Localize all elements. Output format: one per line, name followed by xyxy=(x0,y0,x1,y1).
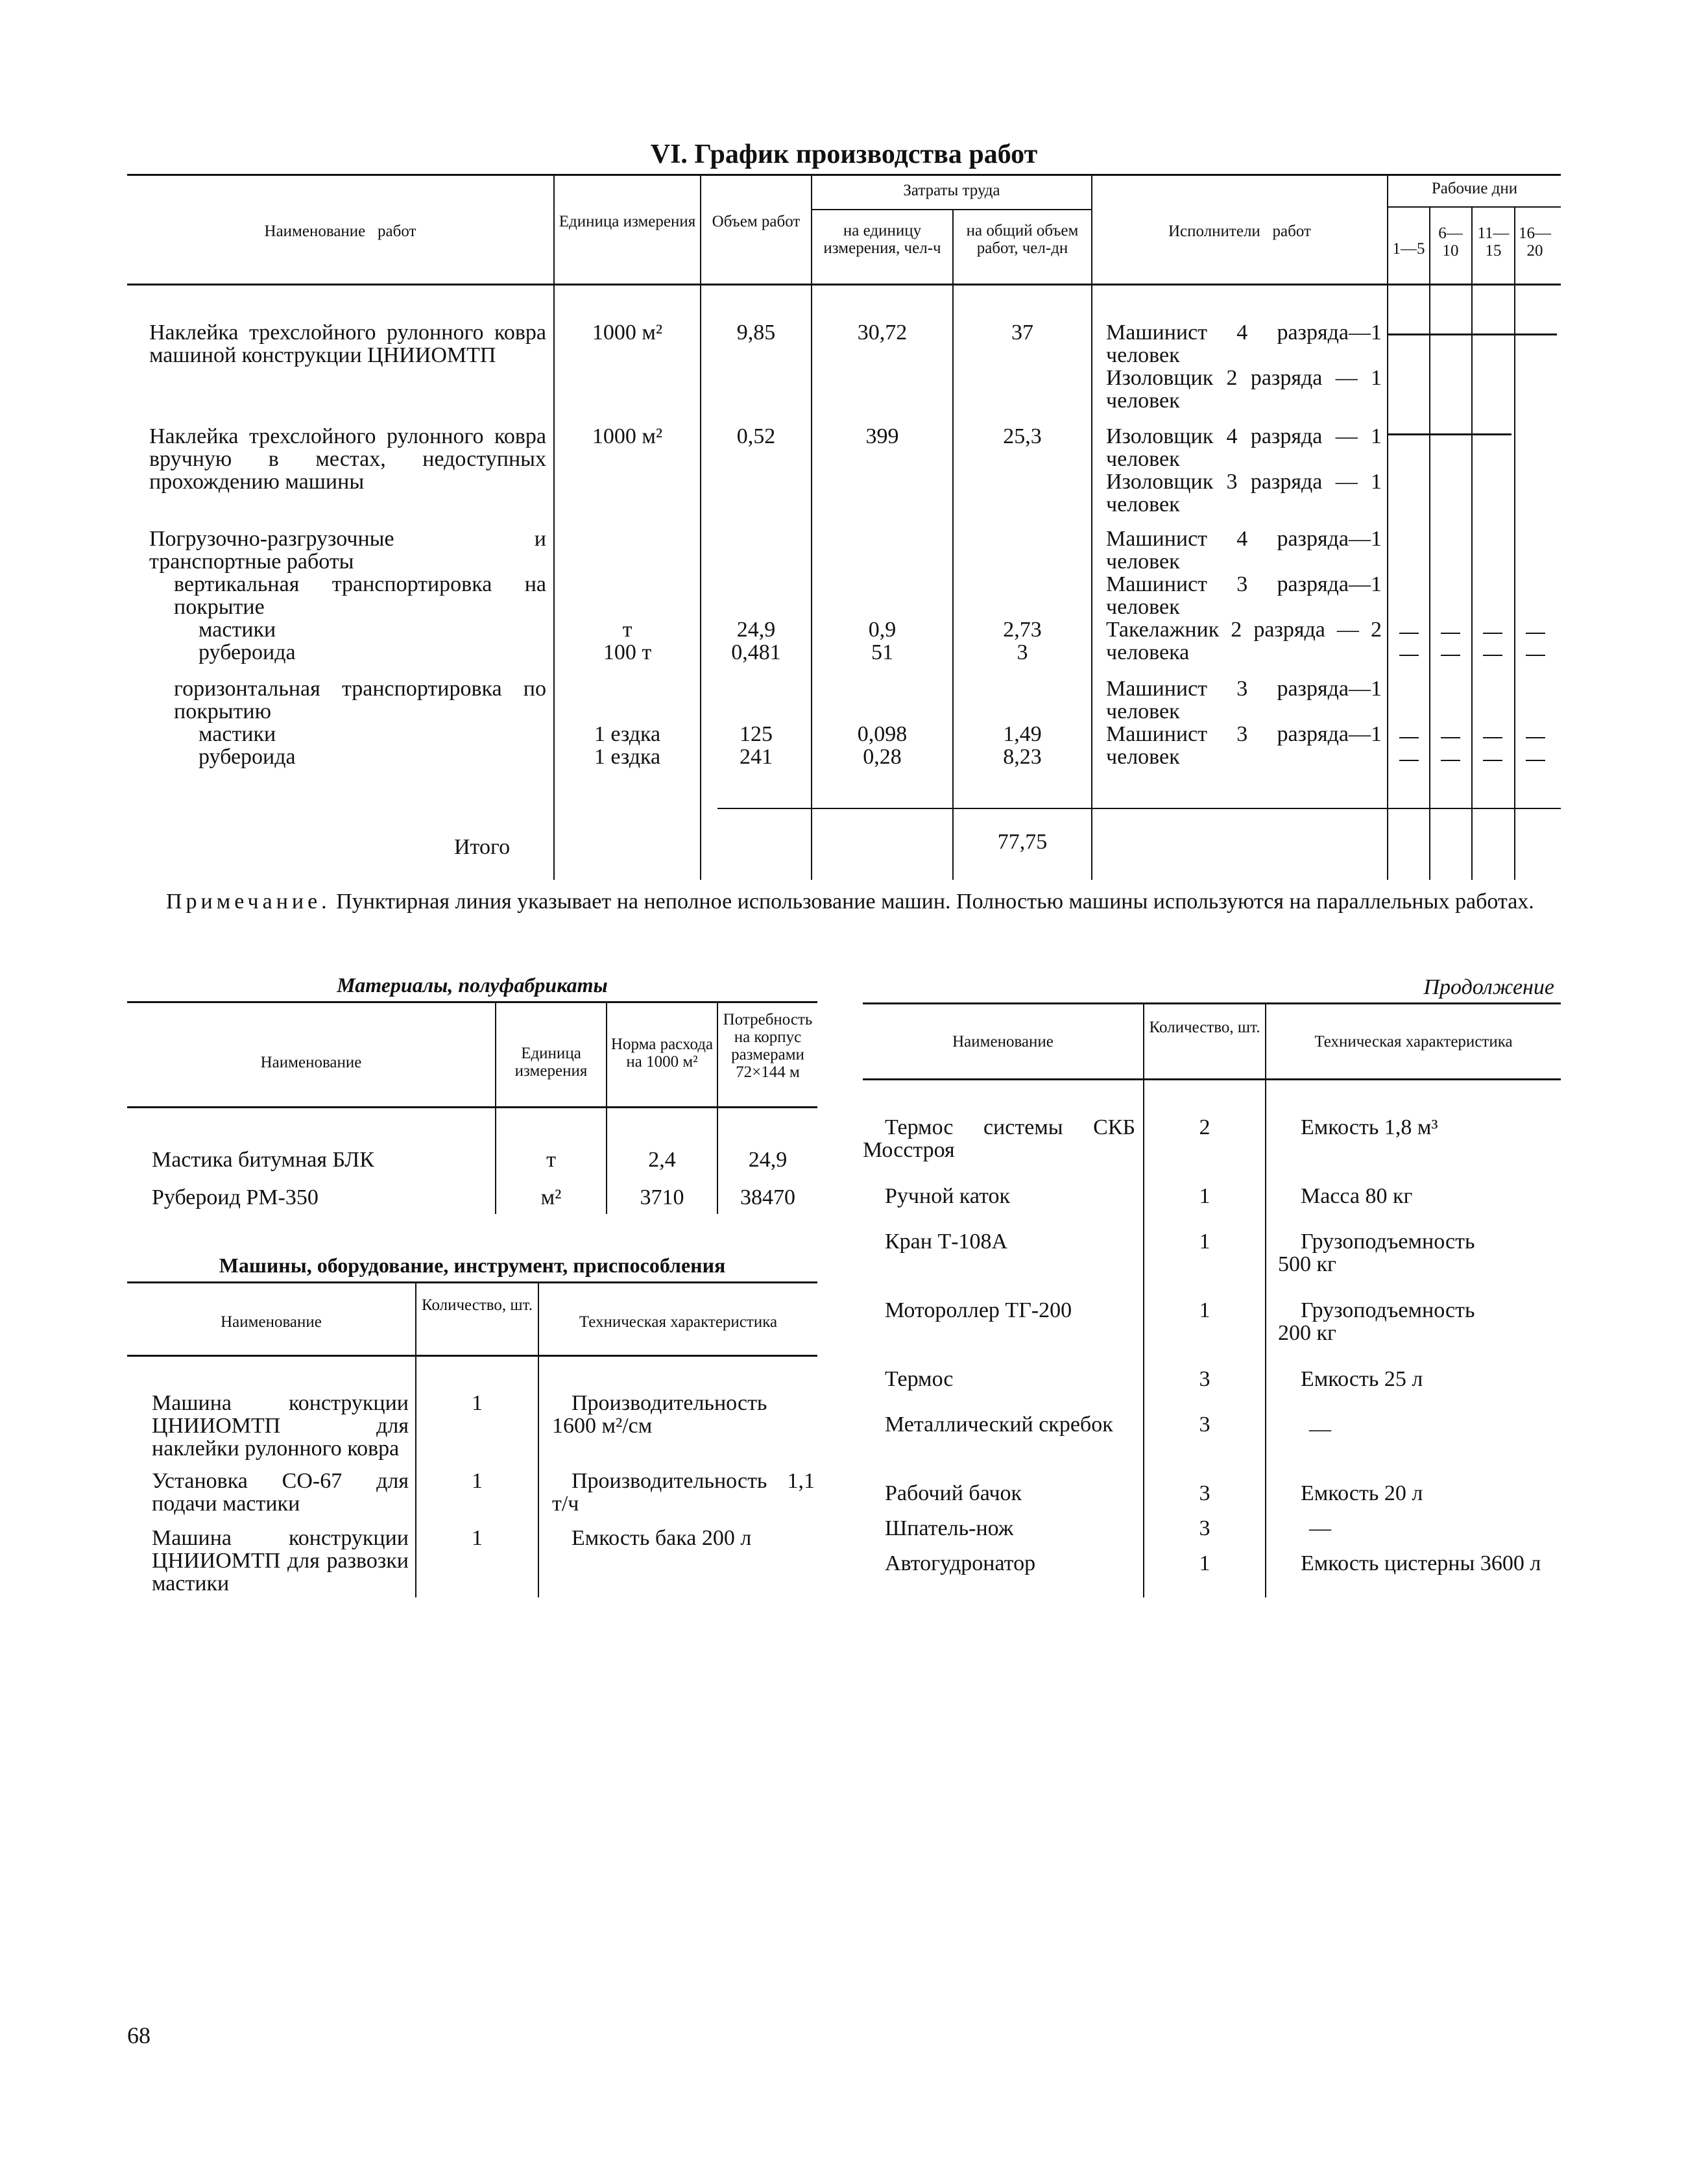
materials-col-divider xyxy=(606,1002,607,1214)
continuation-header-rule xyxy=(863,1078,1561,1080)
schedule-col-divider xyxy=(700,175,701,880)
machines-header-name: Наименование xyxy=(221,1313,322,1331)
work-unit: 1000 м² xyxy=(592,321,663,345)
performer: Машинист 3 разряда—1 человек xyxy=(1106,572,1382,619)
header-volume: Объем работ xyxy=(712,213,801,230)
header-day-16-20: 16—20 xyxy=(1519,224,1551,260)
machine-name: Установка СО-67 для подачи мастики xyxy=(152,1469,409,1516)
machine-qty: 1 xyxy=(472,1391,483,1415)
materials-col-divider xyxy=(495,1002,496,1214)
equipment-qty: 3 xyxy=(1199,1481,1210,1505)
header-work-name: Наименование работ xyxy=(264,223,416,240)
equipment-name: Термос системы СКБ Мосстроя xyxy=(863,1115,1135,1162)
equipment-spec: Масса 80 кг xyxy=(1301,1184,1413,1208)
equipment-qty: 1 xyxy=(1199,1298,1210,1322)
equipment-spec: Емкость 25 л xyxy=(1301,1367,1423,1391)
equipment-qty: 1 xyxy=(1199,1230,1210,1254)
work-subname: мастики xyxy=(199,618,276,642)
total-label: Итого xyxy=(454,835,511,859)
equipment-spec: Емкость 1,8 м³ xyxy=(1301,1115,1438,1139)
work-volume: 9,85 xyxy=(736,321,776,345)
header-unit: Единица измерения xyxy=(559,213,696,230)
labor-total: 8,23 xyxy=(1003,745,1042,769)
work-subname: вертикальная транспортировка на покрытие xyxy=(174,572,546,619)
equipment-name: Автогудронатор xyxy=(885,1551,1036,1575)
equipment-qty: 2 xyxy=(1199,1115,1210,1139)
equipment-qty: 3 xyxy=(1199,1413,1210,1437)
schedule-title: VI. График производства работ xyxy=(650,140,1038,169)
performer: Изоловщик 4 разряда — 1 человек xyxy=(1106,424,1382,471)
machine-spec: Производительность 1,1 т/ч xyxy=(552,1469,815,1516)
work-volume: 0,52 xyxy=(736,424,776,448)
work-subname: рубероида xyxy=(199,640,296,664)
page-number: 68 xyxy=(127,2022,151,2048)
materials-header-rule xyxy=(127,1106,817,1108)
continuation-header-spec: Техническая характеристика xyxy=(1314,1033,1513,1050)
schedule-col-divider xyxy=(553,175,555,880)
schedule-bar-partial xyxy=(1388,433,1511,435)
schedule-note xyxy=(166,890,1561,914)
schedule-header-rule xyxy=(127,284,1561,285)
header-day-11-15: 11—15 xyxy=(1477,224,1510,260)
work-volume: 0,481 xyxy=(731,640,781,664)
header-labor: Затраты труда xyxy=(903,182,1000,199)
machine-qty: 1 xyxy=(472,1469,483,1493)
equipment-name: Кран Т-108А xyxy=(885,1230,1008,1254)
work-name: Погрузочно-разгрузочные и транспортные работы xyxy=(149,527,546,574)
header-labor-unit: на единицу измерения, чел-ч xyxy=(823,222,941,257)
work-name: Наклейка трехслойного рулонного ковра машиной конструкции ЦНИИОМТП xyxy=(149,321,546,367)
machines-col-divider xyxy=(415,1283,416,1597)
equipment-spec: Емкость 20 л xyxy=(1301,1481,1423,1505)
equipment-qty: 1 xyxy=(1199,1551,1210,1575)
performer: Такелажник 2 разряда — 2 человека xyxy=(1106,618,1382,664)
materials-top-rule xyxy=(127,1001,817,1003)
machine-spec: Емкость бака 200 л xyxy=(572,1526,752,1550)
header-day-1-5: 1—5 xyxy=(1392,240,1425,258)
work-unit: 1 ездка xyxy=(594,745,661,769)
work-volume: 125 xyxy=(740,722,773,746)
schedule-total-rule xyxy=(847,808,1561,809)
machines-header-qty: Количество, шт. xyxy=(422,1296,533,1314)
schedule-bar-full xyxy=(1388,334,1557,335)
machine-name: Машина конструкции ЦНИИОМТП для развозки мастики xyxy=(152,1526,409,1596)
schedule-col-divider xyxy=(811,175,812,880)
work-unit: 1 ездка xyxy=(594,722,661,746)
labor-total: 2,73 xyxy=(1003,618,1042,642)
schedule-col-divider xyxy=(1514,206,1515,880)
materials-header-name: Наименование xyxy=(260,1054,362,1071)
labor-total: 3 xyxy=(1017,640,1028,664)
material-need: 24,9 xyxy=(748,1148,788,1172)
days-sub-rule xyxy=(1387,206,1561,208)
equipment-qty: 3 xyxy=(1199,1367,1210,1391)
materials-header-need: Потребность на корпус размерами 72×144 м xyxy=(723,1011,813,1081)
machine-qty: 1 xyxy=(472,1526,483,1550)
material-norm: 2,4 xyxy=(648,1148,676,1172)
schedule-col-divider xyxy=(952,209,954,880)
labor-total: 25,3 xyxy=(1003,424,1042,448)
schedule-col-divider xyxy=(1091,175,1092,880)
labor-per-unit: 399 xyxy=(865,424,899,448)
note-lead: Примечание. xyxy=(166,890,331,914)
schedule-dash xyxy=(1526,737,1545,738)
material-need: 38470 xyxy=(740,1185,795,1209)
schedule-col-divider xyxy=(1471,206,1473,880)
machines-title: Машины, оборудование, инструмент, приспособления xyxy=(219,1254,726,1277)
header-day-6-10: 6—10 xyxy=(1438,224,1463,260)
schedule-dash xyxy=(1526,655,1545,656)
equipment-name: Рабочий бачок xyxy=(885,1481,1022,1505)
schedule-dash xyxy=(1441,633,1460,634)
machine-spec: Производительность 1600 м²/см xyxy=(552,1391,767,1438)
schedule-dash xyxy=(1526,633,1545,634)
continuation-header-name: Наименование xyxy=(952,1033,1054,1050)
materials-header-unit: Единица измерения xyxy=(514,1045,588,1080)
schedule-dash xyxy=(1441,655,1460,656)
continuation-top-rule xyxy=(863,1002,1561,1004)
work-subname: рубероида xyxy=(199,745,296,769)
equipment-name: Мотороллер ТГ-200 xyxy=(885,1298,1072,1322)
machines-header-spec: Техническая характеристика xyxy=(579,1313,778,1331)
material-name: Рубероид РМ-350 xyxy=(152,1185,319,1209)
labor-total: 37 xyxy=(1011,321,1033,345)
materials-title: Материалы, полуфабрикаты xyxy=(337,973,608,997)
equipment-spec: Грузоподъемность 200 кг xyxy=(1278,1298,1475,1345)
machines-header-rule xyxy=(127,1355,817,1357)
equipment-name: Термос xyxy=(885,1367,954,1391)
equipment-spec: — xyxy=(1309,1417,1331,1441)
equipment-qty: 3 xyxy=(1199,1516,1210,1540)
schedule-dash xyxy=(1441,737,1460,738)
equipment-qty: 1 xyxy=(1199,1184,1210,1208)
machine-name: Машина конструкции ЦНИИОМТП для наклейки рулонного ковра xyxy=(152,1391,409,1461)
schedule-dash xyxy=(1526,760,1545,761)
labor-per-unit: 0,28 xyxy=(863,745,902,769)
schedule-top-rule xyxy=(127,174,1561,176)
performer: Машинист 4 разряда—1 человек xyxy=(1106,527,1382,574)
schedule-col-divider xyxy=(1429,206,1430,880)
note-text: Пунктирная линия указывает на неполное использование машин. Полностью машины используются на параллельных работах. xyxy=(336,890,1534,914)
schedule-dash xyxy=(1399,760,1419,761)
performer: Машинист 4 разряда—1 человек xyxy=(1106,321,1382,367)
continuation-header-qty: Количество, шт. xyxy=(1149,1019,1260,1036)
labor-per-unit: 0,098 xyxy=(857,722,908,746)
equipment-name: Ручной каток xyxy=(885,1184,1011,1208)
schedule-dash xyxy=(1399,737,1419,738)
performer: Машинист 3 разряда—1 человек xyxy=(1106,722,1382,769)
equipment-spec: Грузоподъемность 500 кг xyxy=(1278,1230,1475,1276)
continuation-title: Продолжение xyxy=(1423,975,1554,999)
schedule-dash xyxy=(1399,633,1419,634)
equipment-name: Шпатель-нож xyxy=(885,1516,1014,1540)
schedule-dash xyxy=(1483,655,1502,656)
schedule-col-divider xyxy=(1387,175,1388,880)
equipment-spec: Емкость цистерны 3600 л xyxy=(1301,1551,1541,1575)
total-value: 77,75 xyxy=(997,830,1048,854)
labor-sub-rule xyxy=(811,209,1091,210)
work-unit: т xyxy=(622,618,632,642)
schedule-dash xyxy=(1441,760,1460,761)
work-subname: горизонтальная транспортировка по покрытию xyxy=(174,677,546,723)
work-unit: 1000 м² xyxy=(592,424,663,448)
schedule-dash xyxy=(1483,760,1502,761)
equipment-spec: — xyxy=(1309,1516,1331,1540)
labor-per-unit: 0,9 xyxy=(868,618,897,642)
material-name: Мастика битумная БЛК xyxy=(152,1148,374,1172)
header-working-days: Рабочие дни xyxy=(1431,180,1518,197)
machines-top-rule xyxy=(127,1281,817,1283)
schedule-total-rule-left xyxy=(717,808,847,809)
material-unit: т xyxy=(546,1148,556,1172)
performer: Машинист 3 разряда—1 человек xyxy=(1106,677,1382,723)
schedule-dash xyxy=(1483,737,1502,738)
material-unit: м² xyxy=(540,1185,562,1209)
work-volume: 24,9 xyxy=(736,618,776,642)
header-performers: Исполнители работ xyxy=(1168,223,1311,240)
schedule-dash xyxy=(1399,655,1419,656)
labor-per-unit: 51 xyxy=(871,640,893,664)
header-labor-total: на общий объем работ, чел-дн xyxy=(966,222,1079,257)
continuation-col-divider xyxy=(1265,1004,1266,1597)
work-subname: мастики xyxy=(199,722,276,746)
labor-per-unit: 30,72 xyxy=(857,321,908,345)
performer: Изоловщик 2 разряда — 1 человек xyxy=(1106,366,1382,413)
schedule-dash xyxy=(1483,633,1502,634)
work-name: Наклейка трехслойного рулонного ковра вручную в местах, недоступных прохождению машины xyxy=(149,424,546,494)
work-volume: 241 xyxy=(740,745,773,769)
performer: Изоловщик 3 разряда — 1 человек xyxy=(1106,470,1382,516)
work-unit: 100 т xyxy=(603,640,652,664)
labor-total: 1,49 xyxy=(1003,722,1042,746)
materials-header-norm: Норма расхода на 1000 м² xyxy=(610,1036,714,1071)
equipment-name: Металлический скребок xyxy=(885,1413,1113,1437)
material-norm: 3710 xyxy=(640,1185,684,1209)
